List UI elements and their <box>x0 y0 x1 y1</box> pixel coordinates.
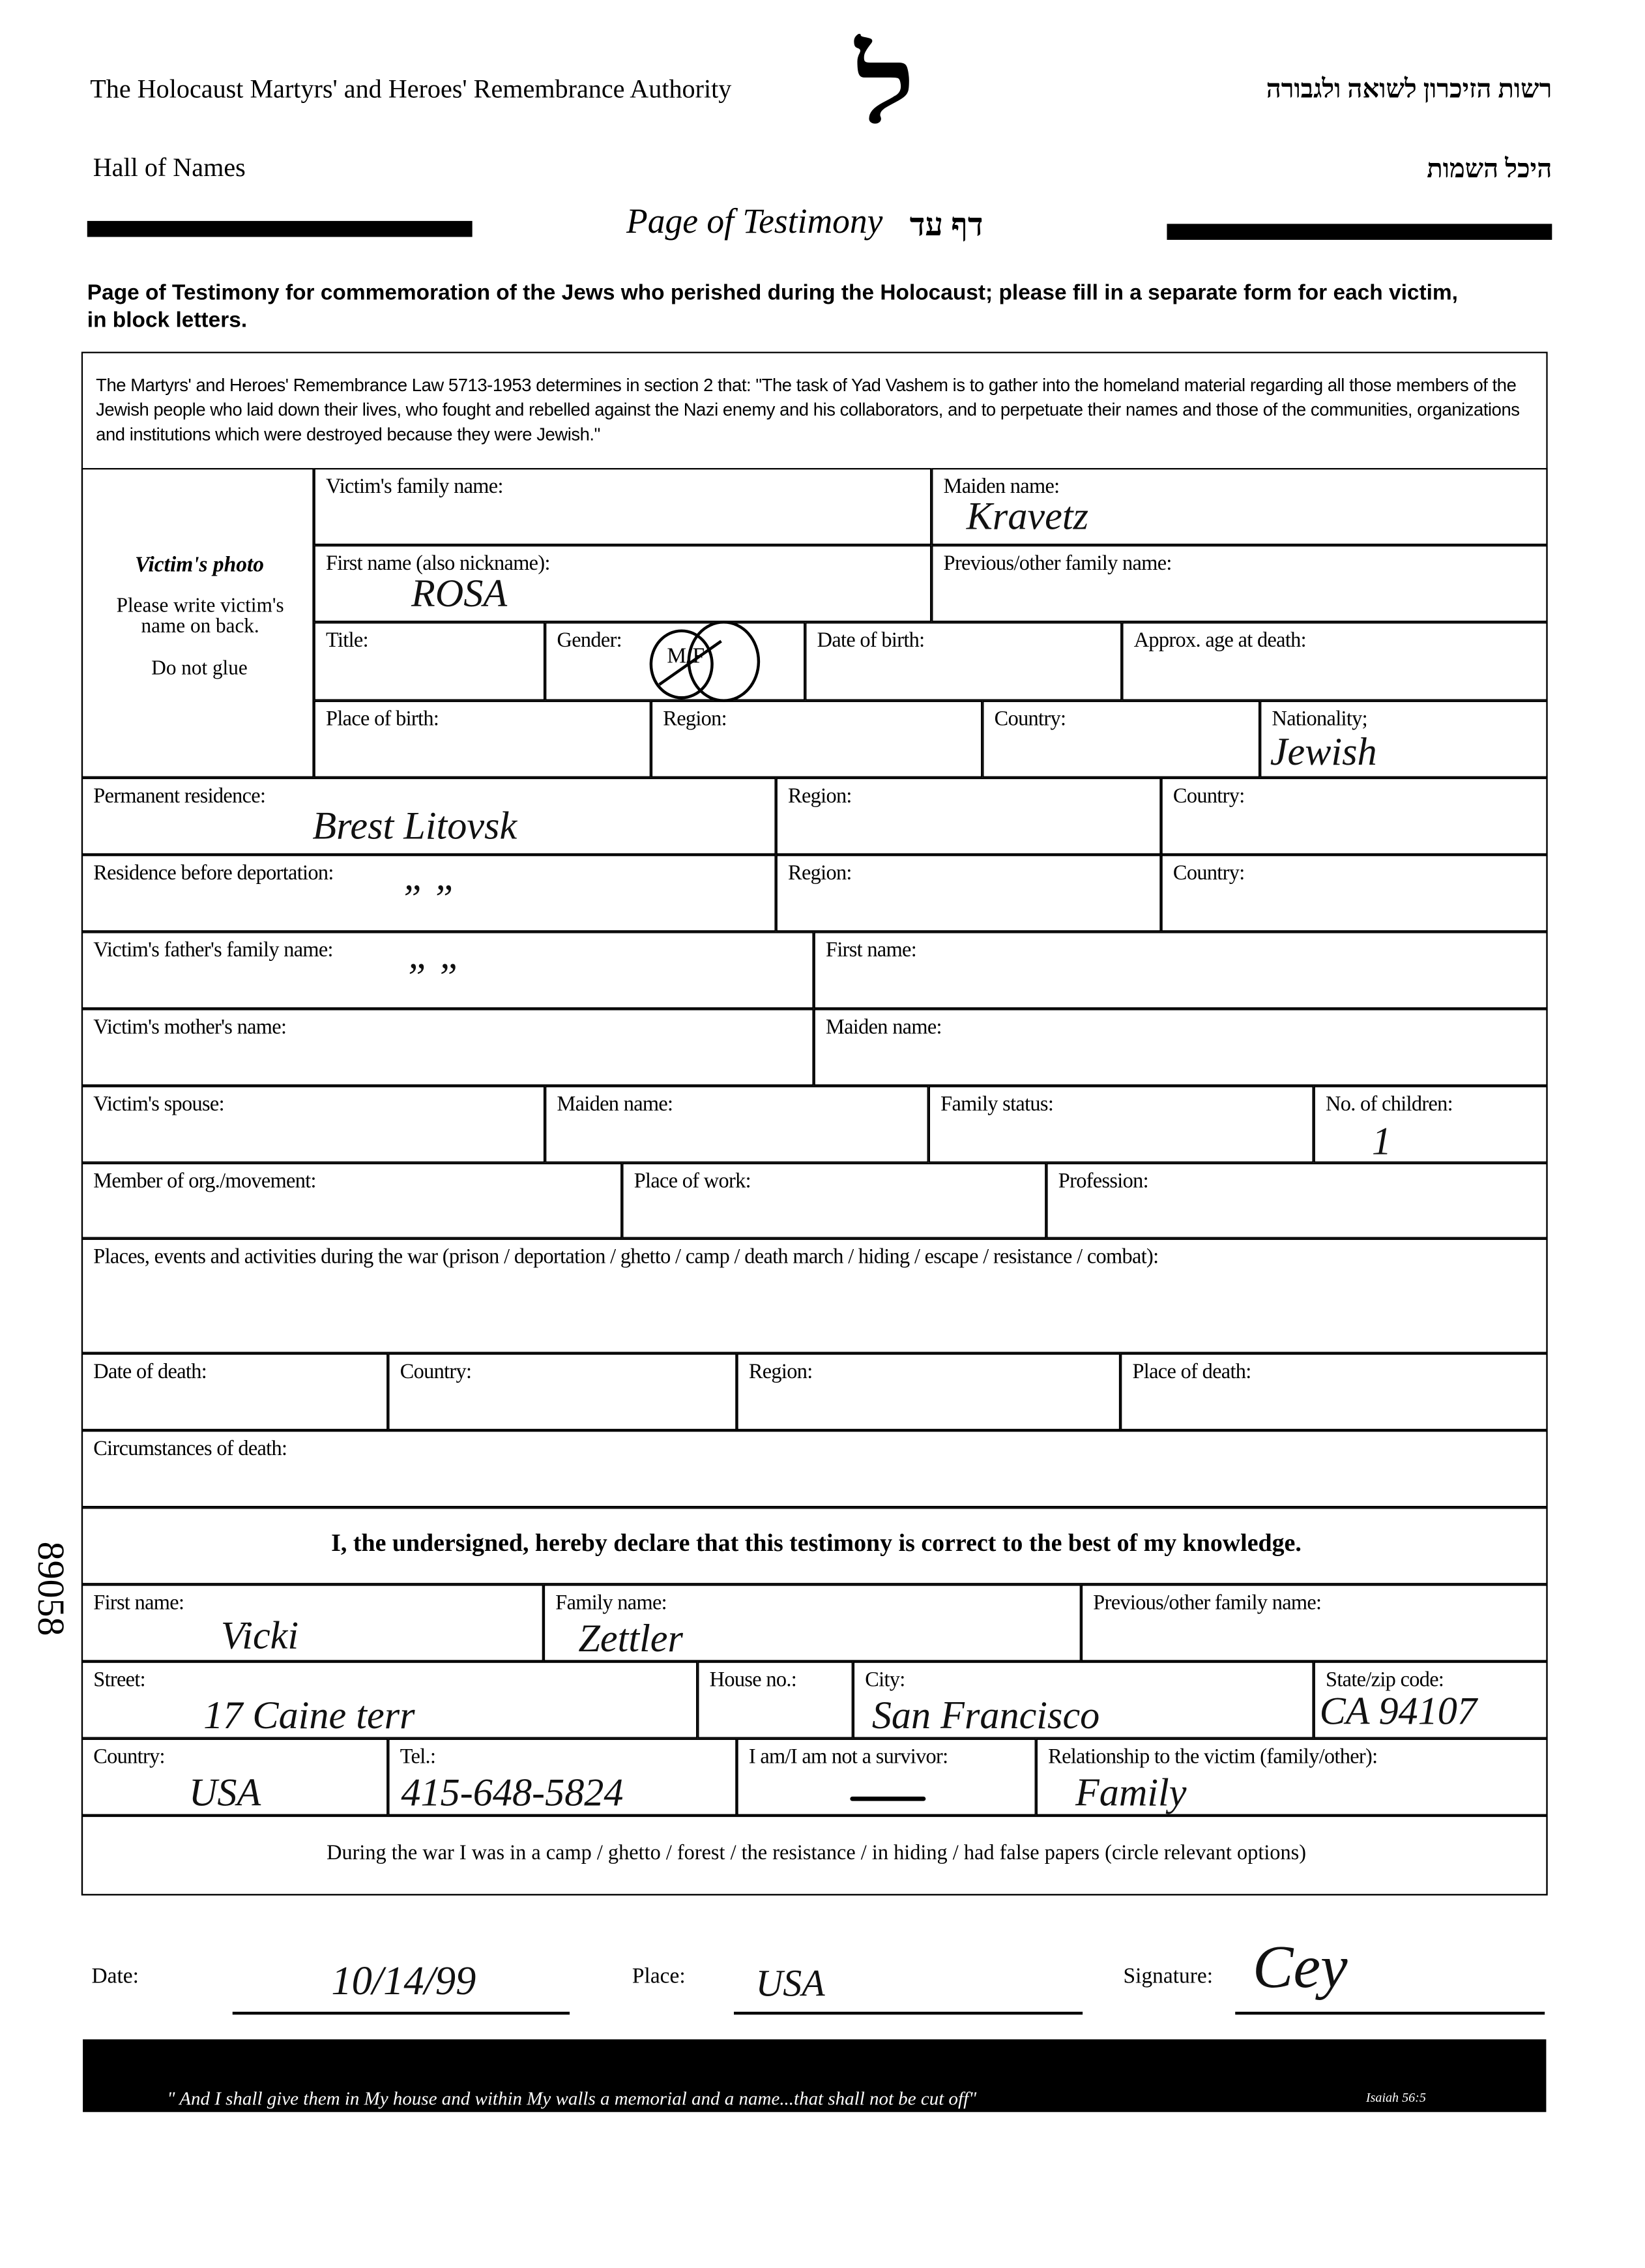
survivor-underline-not <box>850 1797 925 1801</box>
declaration-row <box>81 1508 1548 1585</box>
place-of-work-label: Place of work: <box>633 1170 751 1194</box>
victim-age-label: Approx. age at death: <box>1133 630 1306 653</box>
victim-age-field[interactable] <box>1122 623 1548 701</box>
submitter-country-label: Country: <box>93 1746 165 1770</box>
spouse-maiden-name-field[interactable] <box>546 1086 929 1163</box>
victim-family-name-label: Victim's family name: <box>326 475 503 499</box>
victim-family-name-field[interactable] <box>314 469 932 546</box>
photo-box <box>81 469 314 778</box>
member-of-org-field[interactable] <box>81 1163 622 1239</box>
place-of-death-field[interactable] <box>1121 1353 1549 1430</box>
submitter-survivor-field[interactable] <box>737 1739 1036 1816</box>
spouse-field[interactable] <box>81 1086 545 1163</box>
victim-gender-label: Gender: <box>557 630 622 653</box>
gender-options[interactable] <box>650 629 760 696</box>
spouse-label: Victim's spouse: <box>93 1093 224 1117</box>
victim-previous-name-label: Previous/other family name: <box>943 552 1172 576</box>
residence-before-deportation-label: Residence before deportation: <box>93 862 334 886</box>
submitter-family-name-label: Family name: <box>555 1592 667 1615</box>
death-region-field[interactable] <box>737 1353 1121 1430</box>
victim-title-field[interactable] <box>314 623 546 701</box>
before-country-field[interactable] <box>1161 855 1548 932</box>
father-first-name-field[interactable] <box>814 932 1548 1009</box>
father-family-name-value[interactable]: ” ” <box>403 954 458 999</box>
date-of-death-label: Date of death: <box>93 1361 207 1385</box>
death-region-label: Region: <box>748 1361 813 1385</box>
permanent-residence-label: Permanent residence: <box>93 785 266 809</box>
submitter-street-value[interactable]: 17 Caine terr <box>203 1693 415 1737</box>
submitter-family-name-value[interactable]: Zettler <box>578 1616 683 1660</box>
submitter-house-no-label: House no.: <box>709 1669 797 1692</box>
victim-maiden-name-label: Maiden name: <box>943 475 1060 499</box>
victim-previous-name-field[interactable] <box>932 546 1548 623</box>
victim-birth-country-label: Country: <box>994 708 1066 732</box>
submitter-state-zip-label: State/zip code: <box>1326 1669 1444 1692</box>
margin-number: 89058 <box>29 1541 72 1636</box>
submitter-previous-name-label: Previous/other family name: <box>1093 1592 1322 1615</box>
father-family-name-label: Victim's father's family name: <box>93 939 333 963</box>
profession-field[interactable] <box>1047 1163 1548 1239</box>
before-region-field[interactable] <box>776 855 1161 932</box>
before-region-label: Region: <box>788 862 852 886</box>
death-country-field[interactable] <box>388 1353 737 1430</box>
place-line <box>734 2012 1083 2014</box>
residence-country-field[interactable] <box>1161 778 1548 855</box>
org-name-he: רשות הזיכרון לשואה ולגבורה <box>1266 74 1552 104</box>
signature-value[interactable]: Cey <box>1253 1934 1348 2002</box>
header-bar-left <box>87 221 473 237</box>
submitter-first-name-label: First name: <box>93 1592 184 1615</box>
submitter-country-value[interactable]: USA <box>188 1770 261 1814</box>
hall-of-names-en: Hall of Names <box>93 153 246 182</box>
submitter-house-no-field[interactable] <box>698 1662 854 1739</box>
wartime-places-label: Places, events and activities during the war (prison / deportation / ghetto / camp / death march / hiding / escape / resistance / combat): <box>93 1246 1159 1270</box>
residence-country-label: Country: <box>1172 785 1245 809</box>
mother-maiden-name-field[interactable] <box>814 1009 1548 1086</box>
submitter-relationship-value[interactable]: Family <box>1075 1770 1187 1814</box>
residence-region-label: Region: <box>788 785 852 809</box>
place-of-work-field[interactable] <box>622 1163 1047 1239</box>
victim-first-name-field[interactable] <box>314 546 932 623</box>
submitter-first-name-field[interactable] <box>81 1585 544 1662</box>
residence-before-deportation-value[interactable]: ” ” <box>400 876 454 920</box>
quote-band <box>83 2039 1546 2112</box>
residence-region-field[interactable] <box>776 778 1161 855</box>
page-title-he: דף עד <box>909 206 983 243</box>
submitter-city-label: City: <box>865 1669 905 1692</box>
submitter-first-name-value[interactable]: Vicki <box>220 1613 299 1657</box>
photo-title: Victim's photo <box>135 554 265 578</box>
victim-first-name-label: First name (also nickname): <box>326 552 550 576</box>
victim-birth-place-label: Place of birth: <box>326 708 439 732</box>
spouse-maiden-name-label: Maiden name: <box>557 1093 673 1117</box>
org-name-en: The Holocaust Martyrs' and Heroes' Remembrance Authority <box>90 74 732 104</box>
signature-line <box>1235 2012 1545 2014</box>
victim-birth-region-label: Region: <box>663 708 727 732</box>
mother-maiden-name-label: Maiden name: <box>826 1016 942 1040</box>
victim-first-name-value[interactable]: ROSA <box>411 571 508 615</box>
intro-text: Page of Testimony for commemoration of the Jews who perished during the Holocaust; please fill in a separate form for each victim, in block letters. <box>87 280 1458 333</box>
date-value[interactable]: 10/14/99 <box>331 1959 476 2005</box>
member-of-org-label: Member of org./movement: <box>93 1170 316 1194</box>
profession-label: Profession: <box>1058 1170 1148 1194</box>
victim-title-label: Title: <box>326 630 368 653</box>
no-of-children-value[interactable]: 1 <box>1371 1119 1391 1163</box>
signature-label: Signature: <box>1123 1965 1214 1989</box>
photo-note: Please write victim's name on back. <box>116 596 284 639</box>
death-country-label: Country: <box>400 1361 472 1385</box>
family-status-label: Family status: <box>940 1093 1054 1117</box>
header-bar-right <box>1167 224 1552 240</box>
submitter-tel-label: Tel.: <box>400 1746 436 1770</box>
page-title-en: Page of Testimony <box>626 203 883 242</box>
no-of-children-label: No. of children: <box>1326 1093 1453 1117</box>
victim-nationality-label: Nationality; <box>1272 708 1367 732</box>
circumstances-of-death-field[interactable] <box>81 1431 1548 1508</box>
father-first-name-label: First name: <box>826 939 917 963</box>
law-text: The Martyrs' and Heroes' Remembrance Law 5713-1953 determines in section 2 that: "The task of Yad Vashem is to gather into the homeland material regarding all those members of the Jewish people who laid down their lives, who fought and rebelled against the Nazi enemy and his collaborators, and to perpetuate their names and those of the communities, organizations and institutions which were destroyed because they were Jewish." <box>96 375 1520 445</box>
war-note-row <box>81 1816 1548 1896</box>
submitter-previous-name-field[interactable] <box>1081 1585 1548 1662</box>
war-note-text: During the war I was in a camp / ghetto / forest / the resistance / in hiding / had false papers (circle relevant options) <box>327 1842 1306 1866</box>
date-line <box>233 2012 570 2014</box>
wartime-places-field[interactable] <box>81 1239 1548 1353</box>
before-country-label: Country: <box>1172 862 1245 886</box>
submitter-tel-value[interactable]: 415-648-5824 <box>401 1770 624 1814</box>
victim-birth-region-field[interactable] <box>651 701 982 778</box>
victim-nationality-value[interactable]: Jewish <box>1270 729 1377 774</box>
date-of-death-field[interactable] <box>81 1353 388 1430</box>
mother-name-label: Victim's mother's name: <box>93 1016 287 1040</box>
circumstances-of-death-label: Circumstances of death: <box>93 1437 287 1462</box>
victim-birth-country-field[interactable] <box>983 701 1260 778</box>
mother-name-field[interactable] <box>81 1009 814 1086</box>
quote-source: Isaiah 56:5 <box>1365 2090 1426 2105</box>
quote-text: " And I shall give them in My house and within My walls a memorial and a name...that shall not be cut off" <box>167 2087 977 2110</box>
photo-glue-note: Do not glue <box>151 658 248 681</box>
letter-mark: ל <box>855 27 916 147</box>
hall-of-names-he: היכל השמות <box>1427 154 1552 183</box>
submitter-street-label: Street: <box>93 1669 146 1692</box>
declaration-text: I, the undersigned, hereby declare that this testimony is correct to the best of my knowledge. <box>331 1529 1302 1557</box>
place-value[interactable]: USA <box>755 1962 825 2005</box>
gender-options-text: M/F <box>667 645 705 669</box>
submitter-relationship-label: Relationship to the victim (family/other): <box>1048 1746 1378 1770</box>
no-of-children-field[interactable] <box>1314 1086 1548 1163</box>
submitter-city-value[interactable]: San Francisco <box>871 1693 1100 1737</box>
submitter-state-zip-value[interactable]: CA 94107 <box>1319 1688 1477 1733</box>
victim-maiden-name-value[interactable]: Kravetz <box>966 494 1089 538</box>
victim-dob-field[interactable] <box>806 623 1122 701</box>
place-of-death-label: Place of death: <box>1132 1361 1251 1385</box>
submitter-survivor-label: I am/I am not a survivor: <box>748 1746 948 1770</box>
permanent-residence-value[interactable]: Brest Litovsk <box>312 804 517 847</box>
place-label: Place: <box>632 1965 686 1989</box>
victim-dob-label: Date of birth: <box>817 630 925 653</box>
date-label: Date: <box>91 1965 139 1989</box>
family-status-field[interactable] <box>929 1086 1314 1163</box>
victim-birth-place-field[interactable] <box>314 701 651 778</box>
